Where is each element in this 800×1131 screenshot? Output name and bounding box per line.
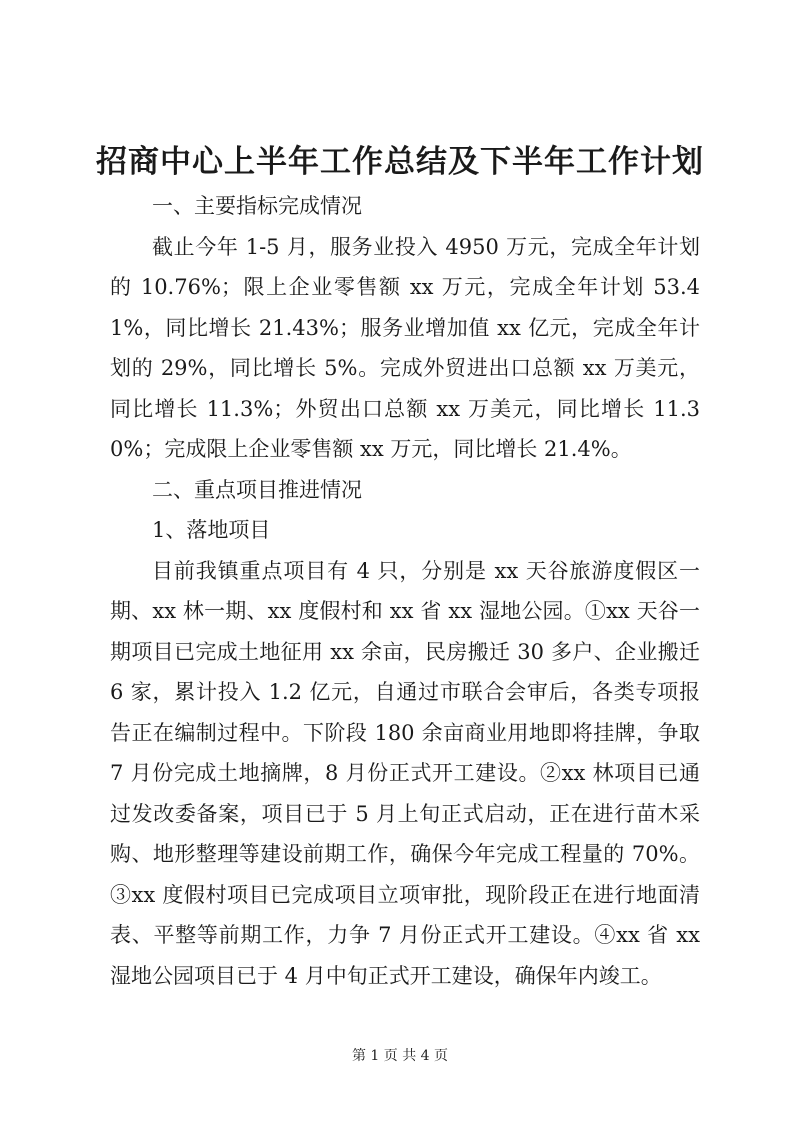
paragraph-landed-projects: 目前我镇重点项目有 4 只，分别是 xx 天谷旅游度假区一期、xx 林一期、xx 度假村和 xx 省 xx 湿地公园。①xx 天谷一期项目已完成土地征用 xx 余亩，民房搬迁 30 多户、企业搬迁 6 家，累计投入 1.2 亿元，自通过市联合会审后，各类专项报告正在编制过程中。下阶段 180 余亩商业用地即将挂牌，争取 7 月份完成土地摘牌，8 月份正式开工建设。②xx 林项目已通过发改委备案，项目已于 5 月上旬正式启动，正在进行苗木采购、地形整理等建设前期工作，确保今年完成工程量的 70%。③xx 度假村项目已完成项目立项审批，现阶段正在进行地面清表、平整等前期工作，力争 7 月份正式开工建设。④xx 省 xx 湿地公园项目已于 4 月中旬正式开工建设，确保年内竣工。 — [110, 558, 701, 988]
paragraph-indicators: 截止今年 1-5 月，服务业投入 4950 万元，完成全年计划的 10.76%；限上企业零售额 xx 万元，完成全年计划 53.41%，同比增长 21.43%；服务业增加值 xx 亿元，完成全年计划的 29%，同比增长 5%。完成外贸进出口总额 xx 万美元，同比增长 11.3%；外贸出口总额 xx 万美元，同比增长 11.30%；完成限上企业零售额 xx 万元，同比增长 21.4%。 — [110, 234, 700, 461]
subsection-heading-landed-projects: 1、落地项目 — [152, 518, 271, 542]
section-heading-key-projects: 二、重点项目推进情况 — [152, 477, 362, 502]
page-number-footer: 第 1 页 共 4 页 — [351, 1048, 449, 1064]
section-heading-main-indicators: 一、主要指标完成情况 — [152, 194, 362, 218]
document-body — [110, 186, 700, 996]
document-title: 招商中心上半年工作总结及下半年工作计划 — [96, 144, 704, 180]
